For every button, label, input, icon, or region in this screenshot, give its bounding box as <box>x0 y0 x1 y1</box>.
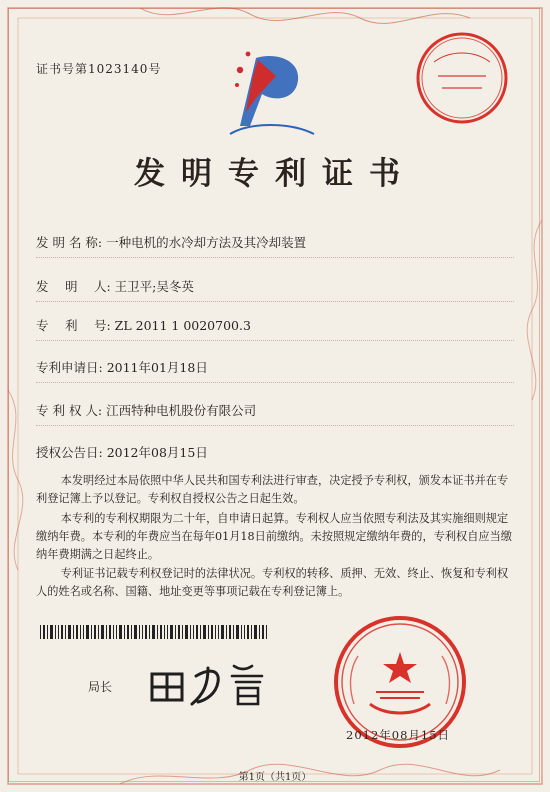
barcode-icon <box>40 625 270 639</box>
paragraph-1: 本发明经过本局依照中华人民共和国专利法进行审查，决定授予专利权，颁发本证书并在专利登记簿上予以登记。专利权自授权公告之日起生效。 <box>36 474 509 505</box>
field-application-date <box>36 358 208 376</box>
field-value: 2011年01月18日 <box>106 360 208 375</box>
field-label: 专 利 号: <box>36 318 111 333</box>
separator-line <box>36 382 514 383</box>
field-label: 发 明 名 称: <box>36 235 103 250</box>
field-value: 一种电机的水冷却方法及其冷却装置 <box>106 235 307 250</box>
page-number: 第1页（共1页） <box>238 772 312 783</box>
paragraph-2: 本专利的专利权期限为二十年，自申请日起算。专利权人应当依照专利法及其实施细则规定缴纳年费。本专利的年费应当在每年01月18日前缴纳。未按照规定缴纳年费的，专利权自应当缴纳年费期满之日起终止。 <box>36 512 512 561</box>
field-grant-date <box>36 443 208 461</box>
separator-line <box>36 257 514 258</box>
field-inventor <box>36 277 194 295</box>
field-value: 2012年08月15日 <box>106 445 208 460</box>
field-patent-number <box>36 316 251 334</box>
director-label: 局长 <box>88 680 113 694</box>
certificate-number: 证书号第1023140号 <box>36 62 162 76</box>
paragraph-3: 专利证书记载专利权登记时的法律状况。专利权的转移、质押、无效、终止、恢复和专利权人的姓名或名称、国籍、地址变更等事项记载在专利登记簿上。 <box>36 567 509 598</box>
field-value: 王卫平;吴冬英 <box>114 279 194 294</box>
separator-line <box>36 301 514 302</box>
field-label: 专利申请日: <box>36 360 103 375</box>
separator-line <box>36 340 514 341</box>
field-value: ZL 2011 1 0020700.3 <box>114 318 251 333</box>
sipo-logo-icon <box>228 42 316 138</box>
field-patentee <box>36 401 256 419</box>
director-signature <box>144 658 274 710</box>
stamp-seal-top <box>414 30 510 126</box>
separator-line <box>36 425 514 426</box>
field-label: 授权公告日: <box>36 445 103 460</box>
issue-date: 2012年08月15日 <box>346 728 451 742</box>
field-label: 发 明 人: <box>36 279 111 294</box>
field-invention-name <box>36 233 306 251</box>
field-label: 专 利 权 人: <box>36 403 103 418</box>
page-title: 发明专利证书 <box>134 156 416 192</box>
field-value: 江西特种电机股份有限公司 <box>106 403 257 418</box>
